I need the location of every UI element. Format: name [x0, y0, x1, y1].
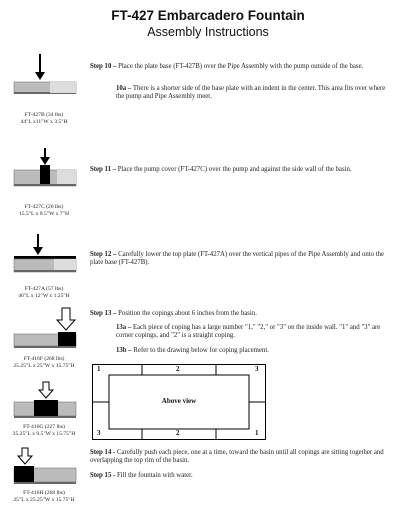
step-13b-text: Refer to the drawing below for coping placement.	[133, 347, 269, 354]
step-14-label: Step 14 -	[90, 449, 116, 456]
step-14	[90, 449, 390, 466]
step-15	[90, 472, 390, 480]
step-13a-label: 13a –	[116, 324, 132, 331]
fig1-dims: 44"L x11"W x 3.5"H	[20, 118, 68, 125]
step-12	[90, 251, 390, 268]
coping-g-illustration	[12, 380, 78, 424]
fig5-caption	[2, 424, 86, 437]
step-15-text: Fill the fountain with water.	[117, 472, 193, 479]
step-13b-label: 13b –	[116, 347, 132, 354]
fig3-dims: 46"L x 12"W x 1.25"H	[18, 292, 70, 299]
coping-label-bottom-left: 3	[97, 429, 101, 437]
coping-f-illustration	[12, 306, 78, 356]
fig5-dims: 35.25"L x 9.5"W x 15.75"H	[12, 430, 76, 437]
step-12-text: Carefully lower the top plate (FT-427A) over the vertical pipes of the Pipe Assembly and onto the plate base (FT-427B).	[90, 251, 385, 267]
step-12-label: Step 12 –	[90, 251, 117, 258]
step-11	[90, 166, 394, 174]
step-13a	[116, 324, 392, 341]
fig3-caption	[2, 286, 86, 299]
fig4-dims: 25.25"L x 25"W x 15.75"H	[13, 362, 75, 369]
page-title: FT-427 Embarcadero Fountain	[111, 8, 305, 23]
fig2-part: FT-427C (26 lbs)	[24, 204, 64, 210]
top-plate-illustration	[12, 232, 78, 282]
fig1-caption	[2, 112, 86, 125]
step-10a-label: 10a –	[116, 85, 132, 92]
step-11-text: Place the pump cover (FT-427C) over the pump and against the side wall of the basin.	[117, 166, 352, 173]
step-13a-text: Each piece of coping has a large number "1," "2," or "3" on the inside wall. "1" and "3" are corner copings, and "2" is a straight coping.	[116, 324, 381, 340]
step-13	[90, 310, 390, 318]
fig3-part: FT-427A (57 lbs)	[24, 286, 64, 292]
coping-placement-diagram	[92, 364, 266, 440]
fig5-part: FT-416G (227 lbs)	[23, 424, 65, 430]
fig6-part: FT-416H (268 lbs)	[23, 490, 65, 496]
step-10	[90, 63, 390, 71]
coping-label-top-right: 3	[255, 365, 259, 373]
step-14-text: Carefully push each piece, one at a time, toward the basin until all copings are sitting together and overlapping the top rim of the basin.	[90, 449, 384, 465]
coping-label-bottom-right: 1	[255, 429, 259, 437]
step-13b	[116, 347, 392, 355]
above-view-label: Above view	[161, 397, 197, 405]
page-subtitle: Assembly Instructions	[147, 25, 269, 39]
fig4-part: FT-416F (268 lbs)	[23, 356, 65, 362]
fig1-part: FT-427B (34 lbs)	[24, 112, 64, 118]
fig6-dims: 25"L x 25.25"W x 15.75"H	[13, 496, 75, 503]
step-13-text: Position the copings about 6 inches from the basin.	[118, 310, 257, 317]
step-10-text: Place the plate base (FT-427B) over the Pipe Assembly with the pump outside of the base.	[118, 63, 364, 70]
step-15-label: Step 15 -	[90, 472, 116, 479]
step-11-label: Step 11 –	[90, 166, 117, 173]
fig4-caption	[2, 356, 86, 369]
fig2-caption	[2, 204, 86, 217]
step-13-label: Step 13 –	[90, 310, 117, 317]
step-10a	[116, 85, 392, 102]
coping-h-illustration	[12, 446, 78, 490]
plate-base-illustration	[12, 52, 78, 102]
step-10a-text: There is a shorter side of the base plate with an indent in the center. This area fits over where the pump and Pipe Assembly meet.	[116, 85, 386, 101]
pump-cover-illustration	[12, 146, 78, 196]
coping-label-top-middle: 2	[176, 365, 180, 373]
coping-label-bottom-middle: 2	[176, 429, 180, 437]
fig2-dims: 15.5"L x 8.5"W x 7"H	[18, 210, 70, 217]
coping-label-top-left: 1	[97, 365, 101, 373]
fig6-caption	[2, 490, 86, 503]
step-10-label: Step 10 –	[90, 63, 117, 70]
